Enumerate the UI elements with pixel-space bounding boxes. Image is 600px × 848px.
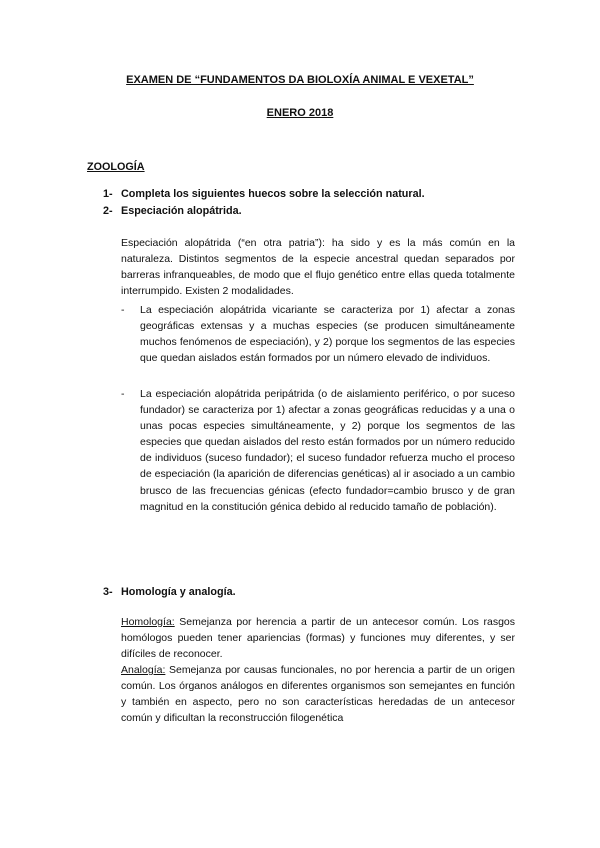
exam-date: ENERO 2018 [266,107,334,119]
bullet-text-vicariant: La especiación alopátrida vicariante se caracteriza por 1) afectar a zonas geográficas extensas y a muchas especies (se producen simultáneamente muchos fenómenos de especiación), y 2) porque los segmentos de las especies que quedan aislados están formados por un número elevado de individuos. [140,304,515,365]
exam-title: EXAMEN DE “FUNDAMENTOS DA BIOLOXÍA ANIMAL E VEXETAL” [126,74,474,86]
analogy-definition [121,662,515,726]
question-2-text: Especiación alopátrida. [121,205,242,217]
question-3 [103,584,236,600]
question-3-number: 3- [103,586,113,598]
homology-definition [121,614,515,662]
question-3-text: Homología y analogía. [121,586,236,598]
homology-text: Semejanza por herencia a partir de un antecesor común. Los rasgos homólogos pueden tener apariencias (formas) y funciones muy diferentes, y ser difíciles de reconocer. [121,616,515,661]
question-1-number: 1- [103,188,113,200]
question-2 [103,203,242,219]
analogy-text: Semejanza por causas funcionales, no por herencia a partir de un origen común. Los órganos análogos en diferentes organismos son semejantes en función y también en aspecto, pero no son características heredadas de un antecesor común y dificultan la reconstrucción filogenética [121,664,515,725]
analogy-term: Analogía: [121,664,166,676]
homology-term: Homología: [121,616,175,628]
bullet-dash: - [121,388,125,400]
section-heading-zoologia: ZOOLOGÍA [87,161,145,173]
bullet-text-peripatric: La especiación alopátrida peripátrida (o de aislamiento periférico, o por suceso fundador) se caracteriza por 1) afectar a zonas geográficas reducidas y a una o unas pocas especies simultáneamente, y 2) porque los segmentos de las especies que quedan aislados del resto están formados por un número reducido de individuos (suceso fundador); el suceso fundador refuerza mucho el proceso de especiación (la aparición de diferencias genéticas) al ir asociado a un cambio brusco de las frecuencias génicas (efecto fundador=cambio brusco y de gran magnitud en la constitución génica debido al reducido tamaño de población). [140,388,515,513]
bullet-dash: - [121,304,125,316]
question-1-text: Completa los siguientes huecos sobre la selección natural. [121,188,425,200]
question-1 [103,186,425,202]
question-2-number: 2- [103,205,113,217]
speciation-intro-paragraph: Especiación alopátrida (“en otra patria”): ha sido y es la más común en la naturaleza. Distintos segmentos de la especie ancestral quedan separados por barreras infranqueables, de modo que el flujo genético entre ellas queda totalmente interrumpido. Existen 2 modalidades. [121,237,515,298]
